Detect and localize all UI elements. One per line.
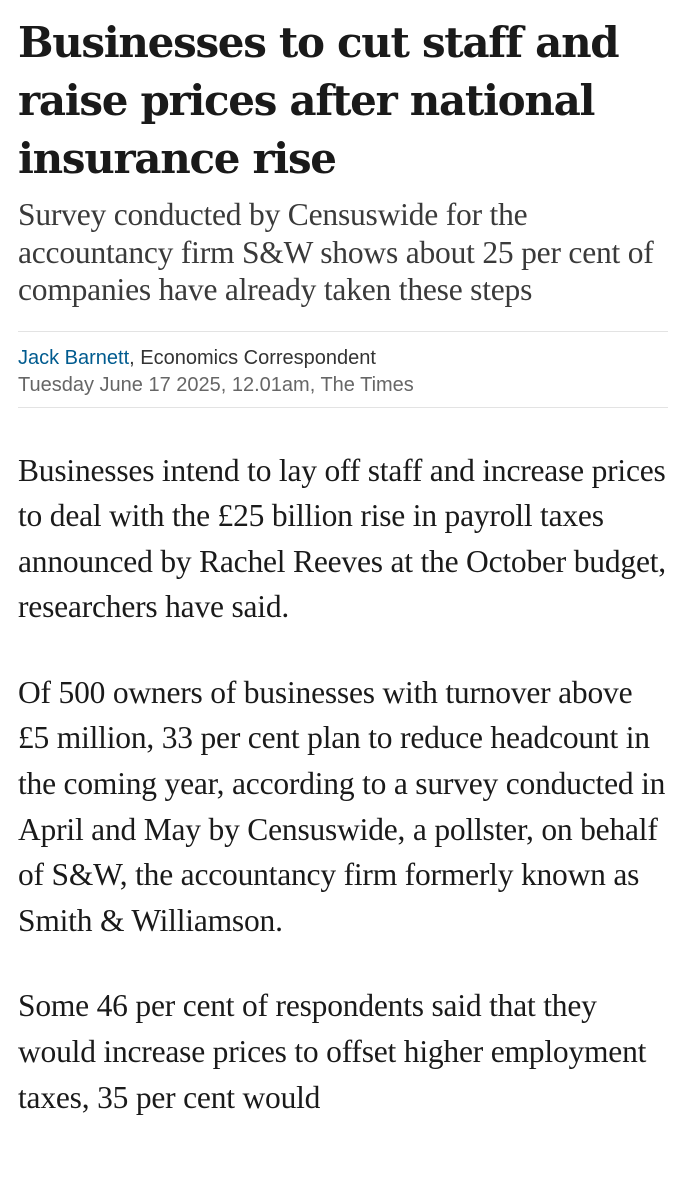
byline-author-line bbox=[18, 345, 668, 372]
byline-bottom-divider bbox=[18, 407, 668, 408]
article bbox=[18, 0, 668, 1120]
author-link[interactable]: Jack Barnett bbox=[18, 346, 130, 369]
byline bbox=[18, 332, 668, 407]
author-role: Economics Correspondent bbox=[140, 346, 376, 369]
article-headline: Businesses to cut staff and raise prices after national insurance rise bbox=[18, 18, 619, 183]
article-paragraph-3: Some 46 per cent of respondents said that they would increase prices to offset higher employment taxes, 35 per cent would bbox=[18, 988, 647, 1115]
article-paragraph-2: Of 500 owners of businesses with turnover above £5 million, 33 per cent plan to reduce headcount in the coming year, according to a survey conducted in April and May by Censuswide, a pollster, on behalf of S&W, the accountancy firm formerly known as Smith & Williamson. bbox=[18, 674, 666, 938]
article-paragraph-1: Businesses intend to lay off staff and increase prices to deal with the £25 billion rise in payroll taxes announced by Rachel Reeves at the October budget, researchers have said. bbox=[18, 452, 666, 625]
byline-separator: , bbox=[129, 346, 141, 369]
article-dateline: Tuesday June 17 2025, 12.01am, The Times bbox=[18, 373, 414, 396]
article-standfirst: Survey conducted by Censuswide for the accountancy firm S&W shows about 25 per cent of companies have already taken these steps bbox=[18, 197, 654, 307]
